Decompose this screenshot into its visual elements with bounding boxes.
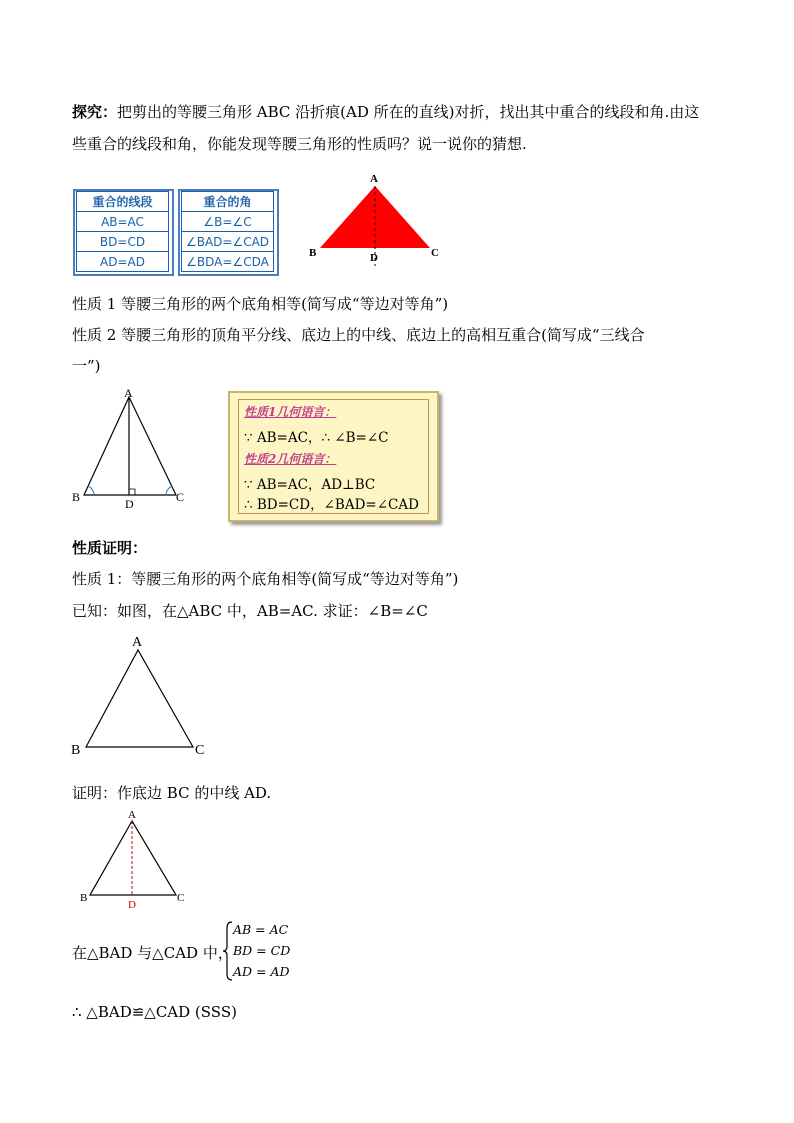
label-b: B [309,247,317,259]
property-1: 性质 1 等腰三角形的两个底角相等(简写成“等边对等角”) [72,295,449,313]
condition-2: BD = CD [233,943,291,958]
segments-row: AB=AC [77,212,169,232]
note-heading-2: 性质2几何语言： [244,452,337,466]
label-c: C [195,743,205,758]
red-triangle-figure [300,168,450,278]
altitude-triangle-figure [70,385,200,515]
given-statement: 已知：如图，在△ABC 中，AB=AC. 求证：∠B=∠C [72,602,428,620]
median-triangle-figure [76,805,196,910]
angles-table [181,191,274,272]
note-line-2: ∵ AB=AC，AD⊥BC [244,477,376,493]
triangle-abc [86,650,193,747]
label-b: B [72,490,81,504]
triangle-abc [90,821,176,895]
angle-c-arc [166,486,172,495]
label-a: A [370,173,378,185]
label-b: B [71,743,81,758]
note-heading-1: 性质1几何语言： [244,405,337,419]
label-c: C [177,892,185,904]
explore-line-1 [72,101,699,122]
explore-label: 探究： [72,103,118,121]
segments-header: 重合的线段 [77,192,169,212]
segments-row: BD=CD [77,232,169,252]
label-a: A [124,386,133,400]
geometry-language-note [228,391,439,522]
label-c: C [176,490,185,504]
label-a: A [132,635,143,650]
angles-row: ∠BDA=∠CDA [182,252,274,272]
explore-text-1: 把剪出的等腰三角形 ABC 沿折痕(AD 所在的直线)对折，找出其中重合的线段和角.由这 [117,103,700,121]
property-2-line-1: 性质 2 等腰三角形的顶角平分线、底边上的中线、底边上的高相互重合(简写成“三线合 [72,326,645,344]
note-line-1: ∵ AB=AC，∴ ∠B=∠C [244,430,389,446]
angles-row: ∠BAD=∠CAD [182,232,274,252]
segments-table [76,191,169,272]
angles-row: ∠B=∠C [182,212,274,232]
explore-line-2: 些重合的线段和角，你能发现等腰三角形的性质吗？说一说你的猜想. [72,135,527,153]
label-d: D [125,497,134,511]
right-angle-mark [129,489,135,495]
proof-property-1: 性质 1：等腰三角形的两个底角相等(简写成“等边对等角”) [72,570,459,588]
conclusion: ∴ △BAD≌△CAD (SSS) [72,1003,237,1021]
triangle-abc [84,397,176,495]
condition-3: AD = AD [233,964,290,979]
condition-1: AB = AC [233,922,289,937]
label-d: D [370,252,378,264]
label-d: D [128,899,136,910]
angle-b-arc [88,486,94,495]
label-b: B [80,892,88,904]
property-2-line-2: 一”) [72,357,101,375]
label-c: C [431,247,439,259]
construction-step: 证明：作底边 BC 的中线 AD. [72,784,272,802]
triangle-abc-figure [68,630,218,760]
proof-heading: 性质证明： [72,539,148,557]
angles-header: 重合的角 [182,192,274,212]
in-triangles-text: 在△BAD 与△CAD 中， [72,944,233,962]
segments-row: AD=AD [77,252,169,272]
note-line-3: ∴ BD=CD，∠BAD=∠CAD [244,497,419,513]
label-a: A [128,809,136,821]
